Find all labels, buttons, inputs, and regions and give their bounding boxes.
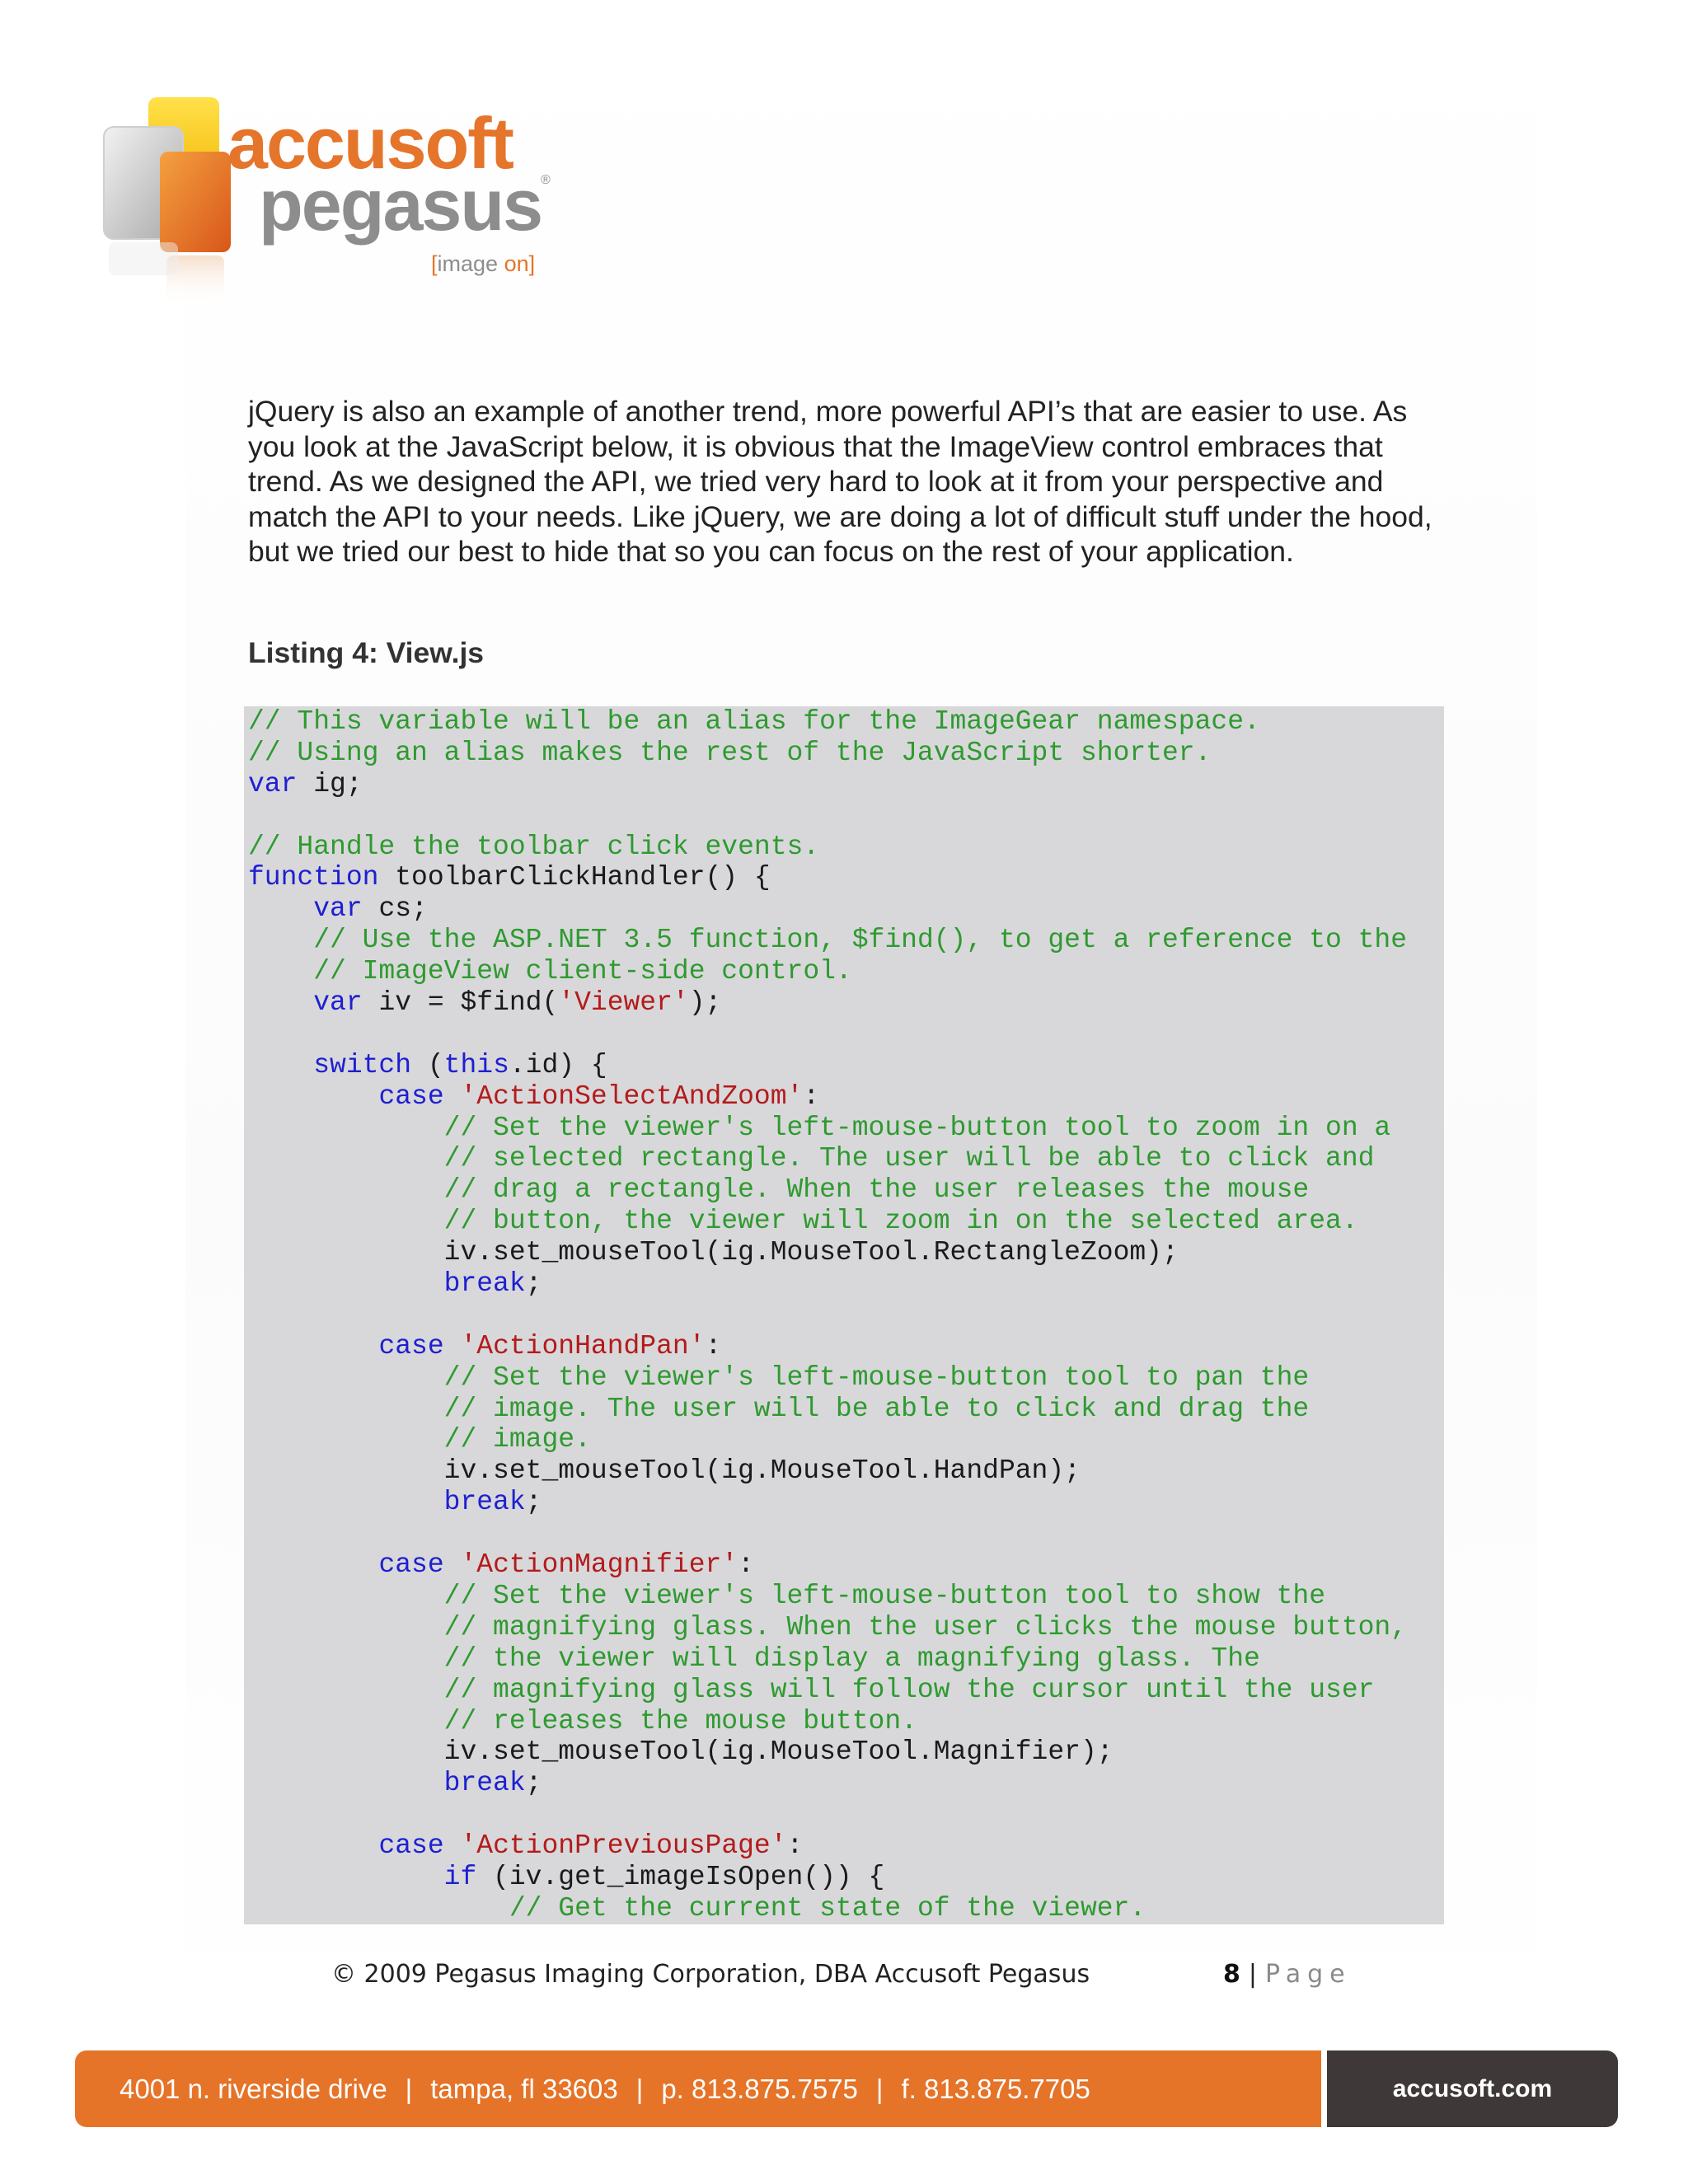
code-indent [248,1581,444,1611]
accusoft-pegasus-logo [97,91,575,330]
code-indent [248,1549,378,1580]
intro-paragraph: jQuery is also an example of another trend, more powerful API’s that are easier to use. As you look at the JavaScript below, it is obvious that the ImageView control embraces that trend. As we designed the API, we tried very hard to look at it from your perspective and match the API to your needs. Like jQuery, we are doing a lot of difficult stuff under the hood, but we tried our best to hide that so you can focus on the rest of your application. [248,395,1432,568]
code-indent [248,1268,444,1299]
code-line [248,1050,1407,1081]
code-indent [248,1830,378,1861]
code-indent [248,1612,444,1643]
code-string: 'ActionMagnifier' [460,1549,738,1581]
page-number-value: 8 [1223,1960,1240,1989]
code-line [248,1081,1407,1113]
code-keyword: case [378,1549,444,1581]
brand-name-top: accusoft [227,102,513,184]
code-line [248,800,1407,832]
code-keyword: break [443,1768,526,1799]
code-indent [248,1394,444,1424]
code-line [248,925,1407,956]
code-keyword: var [248,768,298,799]
brand-name-bottom: pegasus [259,164,542,246]
code-text: ; [525,1268,542,1300]
code-comment: // the viewer will display a magnifying glass. The [443,1643,1260,1674]
code-comment: // magnifying glass. When the user clicks the mouse button, [443,1611,1408,1643]
code-comment: // Set the viewer's left-mouse-button tool to show the [443,1580,1326,1611]
page-number [1223,1960,1352,1989]
code-comment: // Set the viewer's left-mouse-button tool to zoom in on a [443,1112,1391,1143]
code-text: : [705,1330,722,1361]
contact-item: p. 813.875.7575 [661,2073,858,2104]
page-number-separator: | [1248,1960,1257,1989]
code-keyword: var [313,987,363,1019]
code-comment: // image. The user will be able to click and drag the [443,1393,1310,1424]
code-text: : [803,1080,820,1112]
code-line [248,956,1407,987]
code-comment: // Using an alias makes the rest of the JavaScript shorter. [248,737,1212,768]
contact-item: tampa, fl 33603 [430,2073,618,2104]
contact-info [75,2050,1321,2127]
code-indent [248,1893,509,1924]
code-indent [248,1455,444,1486]
code-text: .id) { [509,1049,607,1080]
code-line [248,1675,1407,1706]
code-keyword: break [443,1268,526,1300]
code-text: ig; [297,768,363,799]
code-text: iv.set_mouseTool(ig.MouseTool.RectangleZoom); [443,1237,1179,1268]
code-line [248,862,1407,893]
code-indent [248,1736,444,1767]
logo-tagline [431,251,535,277]
code-lines [248,706,1407,1924]
code-line [248,1300,1407,1331]
code-line [248,1268,1407,1300]
code-line [248,1706,1407,1737]
code-indent [248,1113,444,1143]
code-indent [248,1643,444,1674]
code-text [444,1549,461,1580]
page-label: Page [1264,1960,1352,1989]
contact-separator: | [635,2073,644,2104]
code-line [248,1862,1407,1893]
code-comment: // Get the current state of the viewer. [509,1892,1146,1924]
code-indent [248,925,313,955]
code-keyword: function [248,862,379,893]
code-comment: // This variable will be an alias for the ImageGear namespace. [248,706,1260,737]
code-indent [248,1174,444,1205]
address-bar-gap [1321,2050,1327,2127]
code-string: 'ActionPreviousPage' [460,1830,787,1862]
code-comment: // drag a rectangle. When the user releases the mouse [443,1174,1310,1206]
code-line [248,1394,1407,1425]
code-line [248,893,1407,925]
code-string: 'ActionHandPan' [460,1330,706,1361]
code-text: : [738,1549,754,1581]
tagline-open-bracket: [ [431,251,438,276]
code-keyword: break [443,1487,526,1518]
code-comment: // magnifying glass will follow the cursor until the user [443,1674,1375,1705]
code-text: (iv.get_imageIsOpen()) { [476,1861,885,1892]
code-text: ( [411,1049,444,1080]
code-line [248,706,1407,738]
address-bar [75,2050,1618,2127]
code-line [248,1799,1407,1830]
code-text: iv.set_mouseTool(ig.MouseTool.Magnifier); [443,1736,1114,1768]
code-keyword: this [443,1049,509,1080]
code-comment: // Handle the toolbar click events. [248,831,820,862]
code-indent [248,1143,444,1174]
code-string: 'Viewer' [558,987,689,1019]
code-line [248,1174,1407,1206]
tagline-close-bracket: ] [528,251,536,276]
website-label: accusoft.com [1327,2050,1618,2127]
code-indent [248,1237,444,1268]
code-text: iv.set_mouseTool(ig.MouseTool.HandPan); [443,1455,1081,1487]
code-line [248,1362,1407,1394]
code-line [248,987,1407,1019]
tagline-image: image [437,251,504,276]
code-indent [248,987,313,1018]
listing-heading: Listing 4: View.js [248,636,485,669]
code-line [248,1736,1407,1768]
code-text [444,1331,461,1361]
code-comment: // ImageView client-side control. [313,956,852,987]
code-line [248,1830,1407,1862]
code-keyword: case [378,1830,444,1862]
code-listing [244,706,1444,1924]
logo-mark-icon [97,91,241,313]
code-indent [248,1331,378,1361]
tagline-on: on [504,251,529,276]
code-comment: // Use the ASP.NET 3.5 function, $find(), to get a reference to the [313,925,1408,956]
code-line [248,1237,1407,1268]
code-keyword: case [378,1330,444,1361]
code-line [248,1612,1407,1643]
code-indent [248,1206,444,1236]
code-indent [248,1424,444,1455]
code-keyword: switch [313,1049,412,1080]
code-comment: // releases the mouse button. [443,1705,917,1736]
code-keyword: case [378,1080,444,1112]
code-comment: // image. [443,1424,591,1455]
code-line [248,738,1407,769]
code-text [444,1081,461,1112]
code-indent [248,1706,444,1736]
code-indent [248,956,313,987]
code-comment: // button, the viewer will zoom in on the selected area. [443,1206,1358,1237]
code-line [248,1424,1407,1455]
code-line [248,1581,1407,1612]
registered-mark: ® [541,173,551,187]
code-line [248,1113,1407,1144]
code-comment: // Set the viewer's left-mouse-button tool to pan the [443,1361,1310,1393]
code-line [248,1455,1407,1487]
code-text: ; [525,1487,542,1518]
code-text: ); [688,987,722,1019]
code-line [248,769,1407,800]
code-indent [248,1050,313,1080]
contact-separator: | [875,2073,884,2104]
code-indent [248,1362,444,1393]
code-line [248,1331,1407,1362]
code-text: iv = $find( [362,987,559,1019]
contact-item: f. 813.875.7705 [901,2073,1090,2104]
code-text: toolbarClickHandler() { [378,862,771,893]
code-indent [248,1487,444,1517]
code-text: : [786,1830,804,1862]
code-indent [248,1768,444,1798]
code-line [248,1768,1407,1799]
code-line [248,1893,1407,1924]
code-text: cs; [362,893,428,925]
code-line [248,1019,1407,1050]
code-indent [248,1862,444,1892]
code-indent [248,1675,444,1705]
code-line [248,1206,1407,1237]
contact-item: 4001 n. riverside drive [120,2073,387,2104]
code-line [248,1549,1407,1581]
copyright-notice: © 2009 Pegasus Imaging Corporation, DBA Accusoft Pegasus [331,1960,1090,1989]
code-string: 'ActionSelectAndZoom' [460,1080,804,1112]
code-text: ; [525,1768,542,1799]
code-line [248,832,1407,863]
code-line [248,1643,1407,1675]
code-keyword: var [313,893,363,925]
code-line [248,1518,1407,1549]
code-text [444,1830,461,1861]
code-comment: // selected rectangle. The user will be able to click and [443,1143,1375,1174]
code-indent [248,893,313,924]
contact-separator: | [405,2073,413,2104]
code-line [248,1487,1407,1518]
code-keyword: if [443,1861,477,1892]
code-line [248,1143,1407,1174]
code-indent [248,1081,378,1112]
